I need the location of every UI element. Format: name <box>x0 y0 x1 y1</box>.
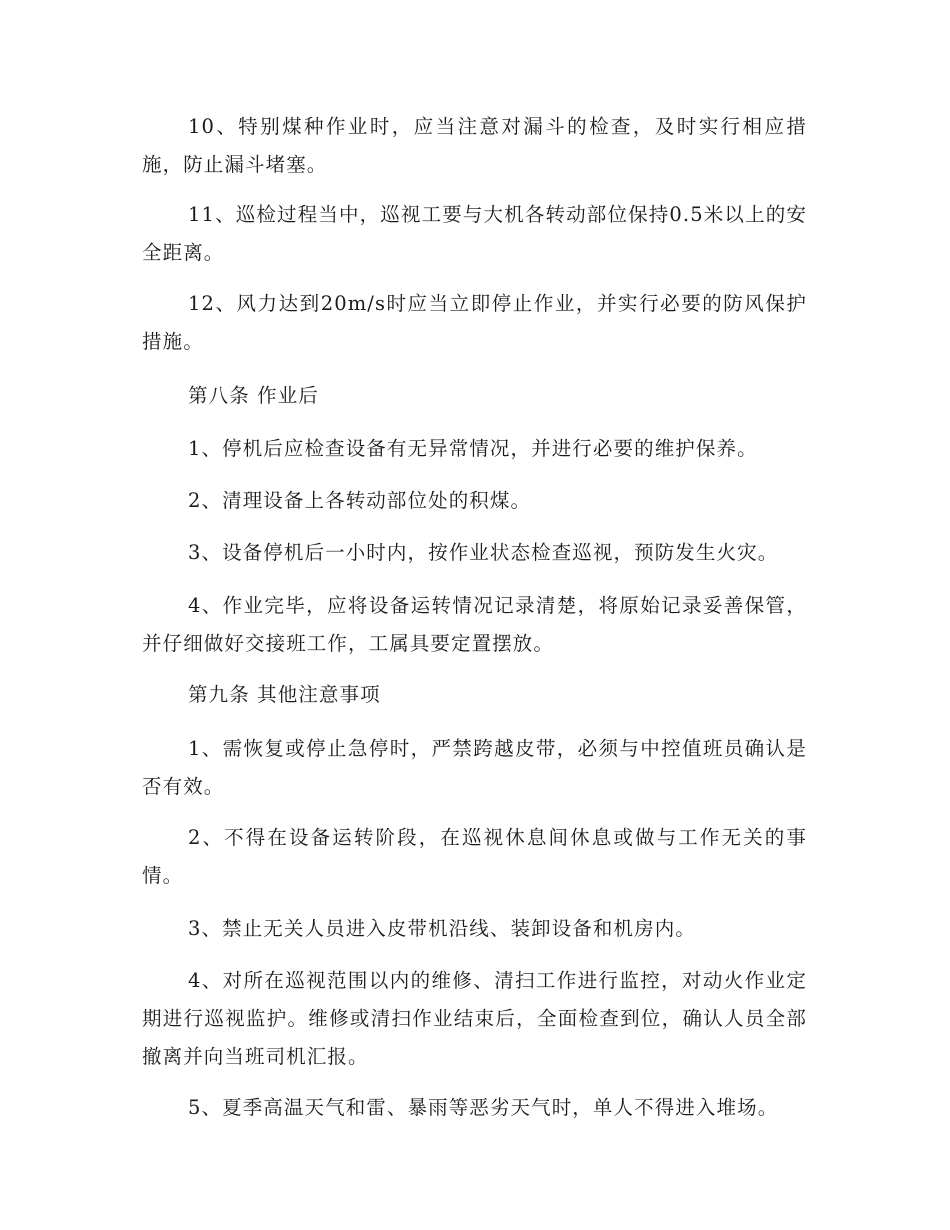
paragraph-item-12: 12、风力达到20m/s时应当立即停止作业，并实行必要的防风保护措施。 <box>142 292 807 353</box>
paragraph-after-work-3: 3、设备停机后一小时内，按作业状态检查巡视，预防发生火灾。 <box>188 541 779 564</box>
paragraph-after-work-1: 1、停机后应检查设备有无异常情况，并进行必要的维护保养。 <box>188 437 758 460</box>
paragraph-item-11: 11、巡检过程当中，巡视工要与大机各转动部位保持0.5米以上的安全距离。 <box>142 203 807 264</box>
section-heading-article-8: 第八条 作业后 <box>188 384 319 407</box>
paragraph-other-1: 1、需恢复或停止急停时，严禁跨越皮带，必须与中控值班员确认是否有效。 <box>142 737 807 798</box>
paragraph-other-2: 2、不得在设备运转阶段，在巡视休息间休息或做与工作无关的事情。 <box>142 826 807 887</box>
paragraph-item-10: 10、特别煤种作业时，应当注意对漏斗的检查，及时实行相应措施，防止漏斗堵塞。 <box>142 115 807 176</box>
paragraph-other-4: 4、对所在巡视范围以内的维修、清扫工作进行监控，对动火作业定期进行巡视监护。维修或清扫作业结束后，全面检查到位，确认人员全部撤离并向当班司机汇报。 <box>142 969 807 1068</box>
section-heading-article-9: 第九条 其他注意事项 <box>188 683 381 706</box>
paragraph-other-3: 3、禁止无关人员进入皮带机沿线、装卸设备和机房内。 <box>188 917 696 940</box>
paragraph-after-work-4: 4、作业完毕，应将设备运转情况记录清楚，将原始记录妥善保管，并仔细做好交接班工作，工属具要定置摆放。 <box>142 594 807 655</box>
paragraph-other-5: 5、夏季高温天气和雷、暴雨等恶劣天气时，单人不得进入堆场。 <box>188 1096 779 1119</box>
paragraph-after-work-2: 2、清理设备上各转动部位处的积煤。 <box>188 489 532 512</box>
